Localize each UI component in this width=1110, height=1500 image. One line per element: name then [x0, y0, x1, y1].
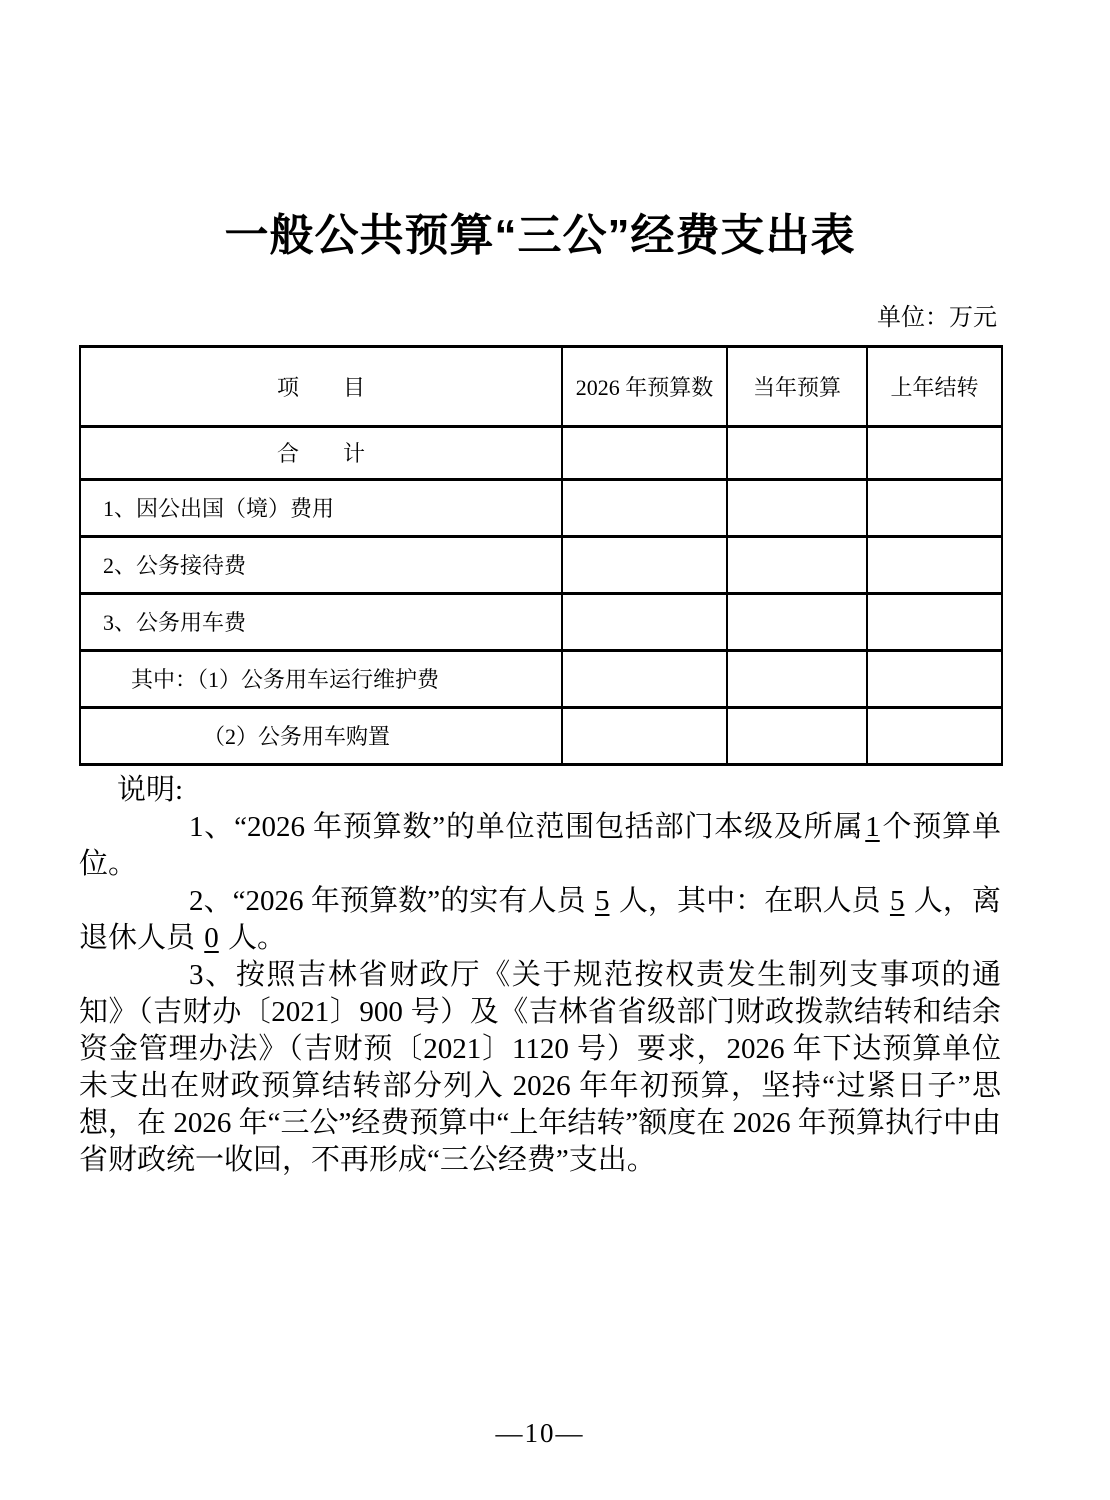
page-title: 一般公共预算“三公”经费支出表 [224, 211, 856, 260]
value-cell [727, 707, 867, 764]
column-header-current-year-budget: 当年预算 [727, 346, 867, 426]
note-3: 3、按照吉林省财政厅《关于规范按权责发生制列支事项的通知》（吉财办〔2021〕900 号）及《吉林省省级部门财政拨款结转和结余资金管理办法》（吉财预〔2021〕1120 号）要求，2026 年下达预算单位未支出在财政预算结转部分列入 2026 年年初预算，坚持“过紧日子”思想，在 2026 年“三公”经费预算中“上年结转”额度在 2026 年预算执行中由省财政统一收回，不再形成“三公经费”支出。 [79, 958, 1001, 1176]
column-header-budget-2026: 2026 年预算数 [562, 346, 727, 426]
value-cell [867, 707, 1002, 764]
row-label-official-reception: 2、公务接待费 [80, 536, 562, 593]
note-2-text: 2、“2026 年预算数”的实有人员 [189, 884, 593, 917]
note-1-text: 1、“2026 年预算数”的单位范围包括部门本级及所属 [189, 810, 864, 843]
table-row-official-vehicle [80, 593, 1002, 650]
value-cell [867, 479, 1002, 536]
value-cell [562, 536, 727, 593]
table-row-abroad-expense [80, 479, 1002, 536]
note-2 [79, 883, 1001, 957]
value-cell [562, 479, 727, 536]
notes-section [79, 772, 1001, 1179]
column-header-item: 项 目 [80, 346, 562, 426]
value-cell [867, 426, 1002, 479]
row-label-abroad-expense: 1、因公出国（境）费用 [80, 479, 562, 536]
value-cell [867, 593, 1002, 650]
document-content [79, 0, 1001, 1179]
note-2-underlined-retired-staff: 0 [204, 921, 219, 954]
note-1-underlined-count: 1 [865, 810, 880, 843]
budget-table [79, 345, 1003, 766]
value-cell [867, 650, 1002, 707]
note-1 [79, 809, 1001, 883]
value-cell [727, 593, 867, 650]
value-cell [727, 426, 867, 479]
value-cell [562, 593, 727, 650]
table-row-total [80, 426, 1002, 479]
row-label-vehicle-purchase: （2）公务用车购置 [80, 707, 562, 764]
note-2-underlined-active-staff: 5 [889, 884, 905, 917]
table-row-vehicle-maintenance [80, 650, 1002, 707]
page-number: —10— [495, 1418, 585, 1448]
value-cell [562, 650, 727, 707]
column-header-carryover: 上年结转 [867, 346, 1002, 426]
value-cell [727, 650, 867, 707]
row-label-total: 合 计 [80, 426, 562, 479]
table-header-row [80, 346, 1002, 426]
table-row-official-reception [80, 536, 1002, 593]
value-cell [867, 536, 1002, 593]
note-2-underlined-total-staff: 5 [594, 884, 610, 917]
value-cell [562, 707, 727, 764]
note-1-text: 个预算单位。 [79, 810, 1001, 880]
unit-label: 单位：万元 [877, 304, 997, 331]
notes-heading: 说明: [117, 773, 184, 806]
note-2-text: 人，其中：在职人员 [611, 884, 888, 917]
value-cell [727, 536, 867, 593]
row-label-official-vehicle: 3、公务用车费 [80, 593, 562, 650]
note-2-text: 人。 [220, 921, 287, 954]
note-2-text: 人，离退休人员 [79, 884, 1001, 954]
value-cell [727, 479, 867, 536]
row-label-vehicle-maintenance: 其中：（1）公务用车运行维护费 [80, 650, 562, 707]
table-row-vehicle-purchase [80, 707, 1002, 764]
value-cell [562, 426, 727, 479]
